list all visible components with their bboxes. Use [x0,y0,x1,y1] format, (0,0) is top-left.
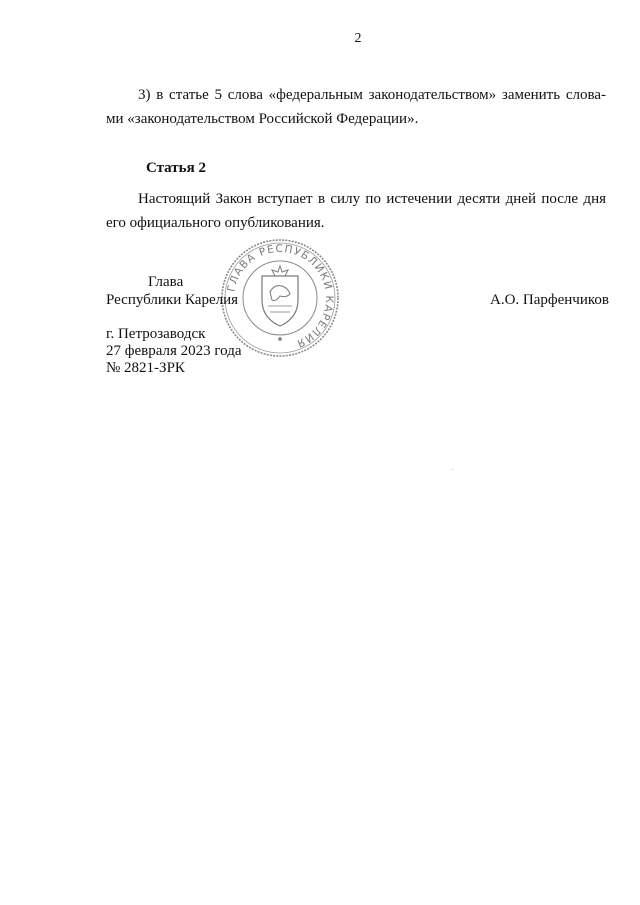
seal-ring-text: ГЛАВА РЕСПУБЛИКИ КАРЕЛИЯ [225,242,336,350]
signatory-name: А.О. Парфенчиков [490,292,609,308]
amendment-paragraph [106,83,606,131]
coat-of-arms-icon [262,266,298,340]
page-number-text: 2 [354,31,362,46]
article-title: Статья 2 [146,160,206,176]
amendment-line-1-text: 3) в статье 5 слова «федеральным законодательством» заменить слова- [138,87,606,103]
signatory-title: Глава [148,274,184,290]
article-2-line-1 [106,187,606,211]
amendment-line-2: ми «законодательством Российской Федерации». [106,111,419,127]
place-city: г. Петрозаводск [106,326,206,342]
place-date-block [106,326,242,377]
scan-speck [452,469,453,470]
page-number [0,31,640,47]
amendment-line-1 [106,83,606,107]
article-2-line-2: его официального опубликования. [106,215,325,231]
law-number: № 2821-ЗРК [106,360,185,376]
law-date: 27 февраля 2023 года [106,343,242,359]
article-2-paragraph [106,187,606,235]
signatory-organization: Республики Карелия [106,292,239,308]
article-2-line-1-text: Настоящий Закон вступает в силу по истечении десяти дней после дня [138,191,606,207]
